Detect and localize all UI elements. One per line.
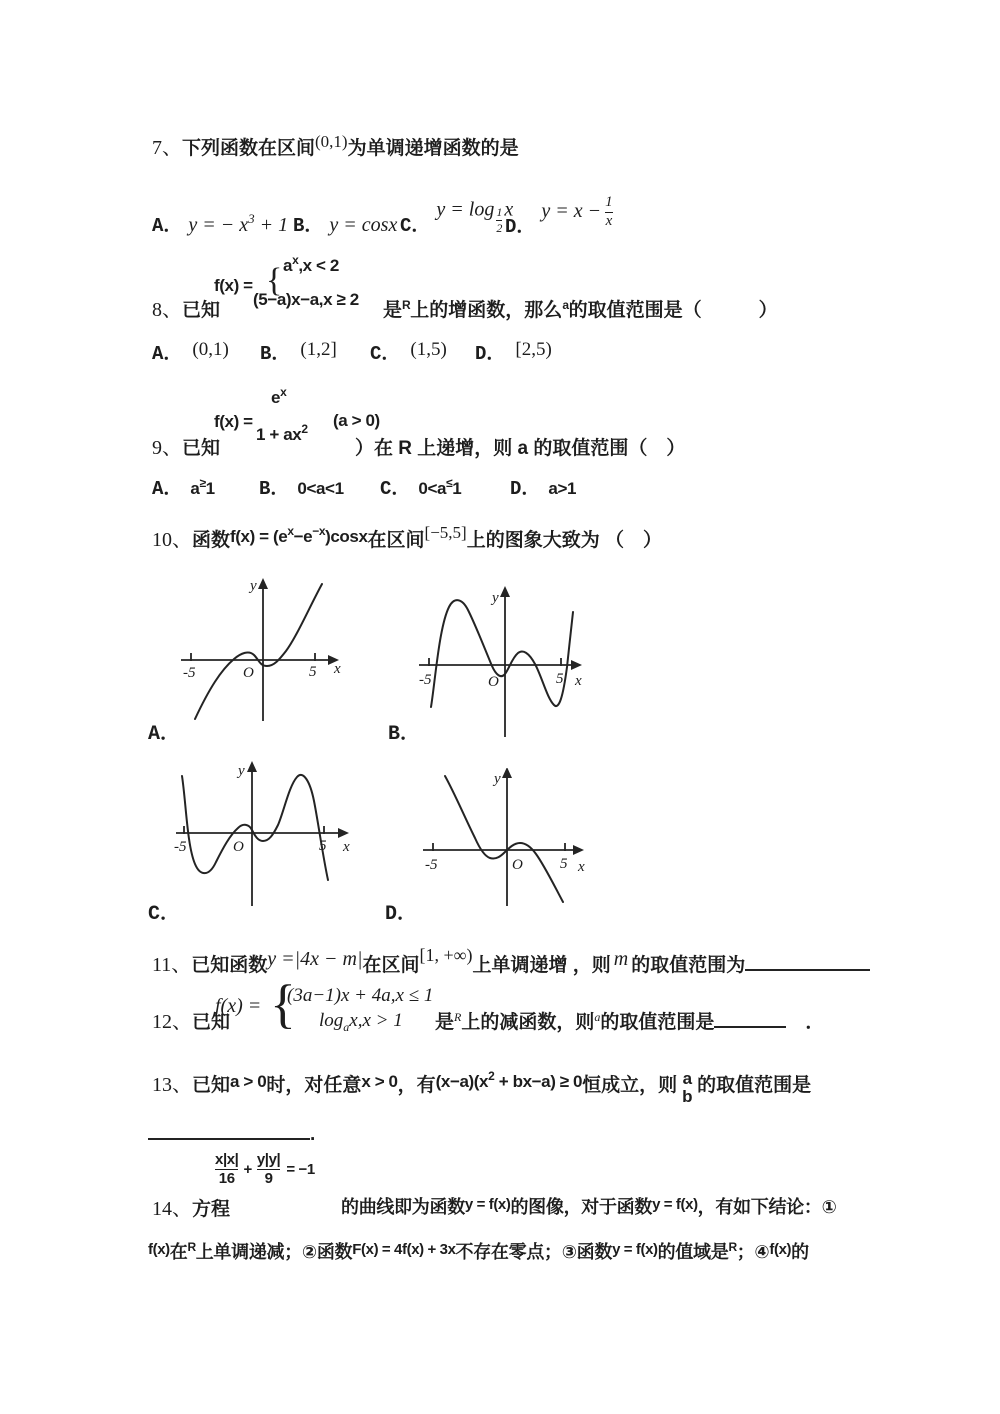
- origin-label: O: [512, 857, 523, 873]
- stem-text: 的取值范围为: [631, 955, 746, 976]
- option-value: (1,2]: [300, 339, 337, 360]
- origin-label: O: [488, 674, 499, 690]
- math-formula: $(x-a)(x^2 + bx-a) \ge 0$: [435, 1069, 583, 1091]
- option-letter: D．: [510, 478, 541, 500]
- function-label: f(x) =: [214, 276, 253, 295]
- stem-text: 下列函数在区间: [182, 138, 316, 159]
- stem-text: 的图像，对于函数: [510, 1197, 653, 1217]
- question-8-stem: [152, 293, 220, 322]
- stem-text: ，有如下结论：①: [697, 1197, 837, 1217]
- fraction-numerator: $e^x$: [271, 385, 287, 407]
- q7-option-b: [293, 210, 397, 237]
- option-value: 0<a≤1: [418, 476, 462, 498]
- stem-text: 的曲线即为函数: [341, 1197, 465, 1217]
- x-axis-label: x: [575, 673, 582, 689]
- interval: (0,1): [315, 132, 348, 151]
- equals-value: = −1: [286, 1160, 315, 1178]
- q9-option-a: [152, 473, 215, 500]
- condition: x > 0: [361, 1072, 398, 1091]
- question-7-stem: [152, 131, 519, 160]
- math-formula: F(x) = 4f(x) + 3x: [352, 1241, 456, 1258]
- stem-text: ；④: [736, 1242, 770, 1262]
- graph-option-d: [415, 768, 585, 910]
- option-letter: C．: [380, 478, 411, 500]
- piecewise-row-2: $\log_ax,x > 1$: [319, 1010, 403, 1034]
- condition: a > 0: [230, 1072, 267, 1091]
- math-formula: y =|4x − m|: [267, 948, 363, 970]
- stem-text: 是 R 上的减函数，则 a 的取值范围是 ．: [435, 1010, 825, 1033]
- x-axis-label: x: [343, 839, 350, 855]
- option-letter: A．: [152, 478, 183, 500]
- q9-option-c: [380, 473, 461, 500]
- option-value: a≥1: [190, 476, 215, 498]
- set-R: R: [187, 1240, 196, 1254]
- question-14-stem-continued: [341, 1193, 837, 1219]
- question-13-answer-line: [148, 1124, 315, 1146]
- question-number: 13、: [152, 1074, 192, 1096]
- graph-label-a: A．: [148, 723, 181, 746]
- graph-option-c: [172, 760, 352, 910]
- question-10-stem: [152, 523, 662, 552]
- stem-text: 是 R 上的增函数，那么 a 的取值范围是（ ）: [383, 298, 778, 321]
- condition: (a > 0): [333, 411, 380, 430]
- question-14-conclusions: [148, 1238, 809, 1264]
- option-letter: C．: [370, 343, 401, 365]
- piecewise-row-1: $a^x,x < 2$: [283, 253, 339, 275]
- question-number: 9、: [152, 437, 182, 459]
- stem-text: 的: [791, 1242, 809, 1262]
- variable-m: m: [613, 948, 629, 970]
- stem-text: 已知: [182, 300, 221, 321]
- stem-text: 恒成立，则: [582, 1075, 678, 1096]
- interval: [1, +∞): [419, 945, 473, 965]
- question-14-stem: [152, 1192, 230, 1221]
- piecewise-brace: {: [270, 974, 296, 1034]
- x-axis-label: x: [578, 859, 585, 875]
- q7-option-d: [505, 194, 613, 245]
- question-11-stem: [152, 945, 870, 977]
- math-formula: y = x − $\frac{1}{x}$: [541, 194, 613, 229]
- q8-option-c: [370, 338, 447, 365]
- option-value: (1,5): [410, 339, 447, 360]
- stem-text: 的值域是: [657, 1242, 729, 1262]
- math-formula: f(x): [148, 1241, 170, 1258]
- origin-label: O: [243, 665, 254, 681]
- axis-tick-label: 5: [556, 671, 564, 687]
- graph-option-a: [175, 575, 345, 725]
- stem-text: 不存在零点；③函数: [455, 1242, 613, 1262]
- axis-tick-label: 5: [560, 856, 568, 872]
- answer-blank: [745, 955, 870, 971]
- question-number: 11、: [152, 954, 192, 976]
- option-value: (0,1): [192, 339, 229, 360]
- axis-tick-label: -5: [183, 665, 196, 681]
- q9-option-b: [259, 473, 344, 500]
- math-formula: y = f(x): [464, 1196, 511, 1213]
- stem-text: 上单调递增 ，则: [472, 955, 611, 976]
- math-formula: f(x): [769, 1241, 792, 1258]
- option-value: [2,5): [515, 339, 552, 360]
- function-label: f(x) =: [214, 412, 253, 431]
- graph-label-d: D．: [385, 903, 418, 926]
- math-formula: y = f(x): [652, 1196, 698, 1213]
- fraction-x: $\frac{x|x|}{16}$: [215, 1151, 239, 1187]
- q7-option-a: [152, 210, 288, 237]
- stem-text: 在区间: [362, 955, 420, 976]
- axis-tick-label: 5: [319, 838, 327, 854]
- question-number: 10、: [152, 529, 192, 551]
- axis-tick-label: -5: [174, 839, 187, 855]
- question-number: 8、: [152, 299, 182, 321]
- axis-tick-label: -5: [419, 672, 432, 688]
- axis-tick-label: 5: [309, 664, 317, 680]
- graph-label-b: B．: [388, 723, 421, 746]
- stem-text: 上单调递减；②函数: [195, 1242, 353, 1262]
- set-R: R: [728, 1240, 737, 1254]
- option-letter: D．: [505, 215, 536, 238]
- y-axis-label: y: [494, 771, 501, 787]
- question-number: 14、: [152, 1198, 192, 1220]
- stem-text: 在区间: [367, 530, 425, 551]
- stem-text: .: [310, 1124, 316, 1145]
- question-14-equation: [215, 1152, 315, 1187]
- q8-option-a: [152, 338, 229, 365]
- graph-label-c: C．: [148, 903, 181, 926]
- option-letter: B．: [293, 215, 324, 237]
- stem-text: 函数: [192, 530, 231, 551]
- axis-tick-label: -5: [425, 857, 438, 873]
- option-letter: B．: [259, 478, 290, 500]
- stem-text: 方程: [192, 1199, 231, 1220]
- q8-option-b: [260, 338, 337, 365]
- option-letter: A．: [152, 215, 183, 237]
- q7-option-c: [400, 199, 514, 241]
- origin-label: O: [233, 839, 244, 855]
- q8-option-d: [475, 338, 552, 365]
- q9-option-d: [510, 473, 576, 500]
- math-formula: y = f(x): [612, 1241, 658, 1258]
- option-letter: D．: [475, 343, 506, 365]
- stem-text: 为单调递增函数的是: [347, 138, 519, 159]
- answer-blank: [714, 1012, 786, 1028]
- stem-text: ，有: [397, 1075, 436, 1096]
- option-letter: C．: [400, 215, 431, 237]
- fraction-a-over-b: a b: [682, 1069, 693, 1106]
- graph-option-b: [415, 585, 585, 743]
- question-13-stem: [152, 1068, 811, 1113]
- piecewise-brace: {: [266, 262, 283, 299]
- y-axis-label: y: [492, 590, 499, 606]
- option-letter: B．: [260, 343, 291, 365]
- question-number: 12、: [152, 1011, 192, 1033]
- math-formula: y = cosx: [329, 214, 398, 236]
- fraction-y: $\frac{y|y|}{9}$: [256, 1151, 281, 1187]
- answer-blank: [148, 1124, 310, 1140]
- y-axis-label: y: [238, 763, 245, 779]
- math-formula: y = − $x^3 + 1$: [188, 211, 289, 236]
- question-number: 7、: [152, 137, 182, 159]
- plus-sign: +: [243, 1160, 252, 1178]
- interval: [−5,5]: [424, 523, 467, 542]
- piecewise-row-1: (3a−1)x + 4a,x ≤ 1: [287, 985, 434, 1006]
- stem-text: 在: [169, 1242, 188, 1262]
- stem-text: 上的图象大致为 （ ）: [466, 530, 662, 551]
- math-formula: y = log $\frac{1}{2}$ x: [436, 199, 514, 235]
- stem-text: 的取值范围是: [697, 1075, 812, 1096]
- stem-text: 已知: [182, 438, 221, 459]
- stem-text: 时，对任意: [266, 1075, 362, 1096]
- piecewise-row-2: (5−a)x−a,x ≥ 2: [253, 290, 359, 309]
- question-9-stem: [152, 431, 220, 460]
- stem-text: 已知函数: [191, 955, 268, 976]
- x-axis-label: x: [334, 661, 341, 677]
- option-value: 0<a<1: [297, 479, 344, 498]
- y-axis-label: y: [250, 578, 257, 594]
- stem-text: 已知: [192, 1075, 231, 1096]
- stem-text: ）在 R 上递增，则 a 的取值范围（ ）: [355, 438, 686, 459]
- fraction-denominator: $1 + ax^2$: [256, 422, 308, 444]
- option-value: a>1: [548, 479, 577, 498]
- math-formula: $f(x) = (e^x-e^{-x})\cos x$: [230, 524, 368, 546]
- function-label: f(x) =: [215, 995, 262, 1017]
- stem-text: 已知: [192, 1012, 231, 1033]
- option-letter: A．: [152, 343, 183, 365]
